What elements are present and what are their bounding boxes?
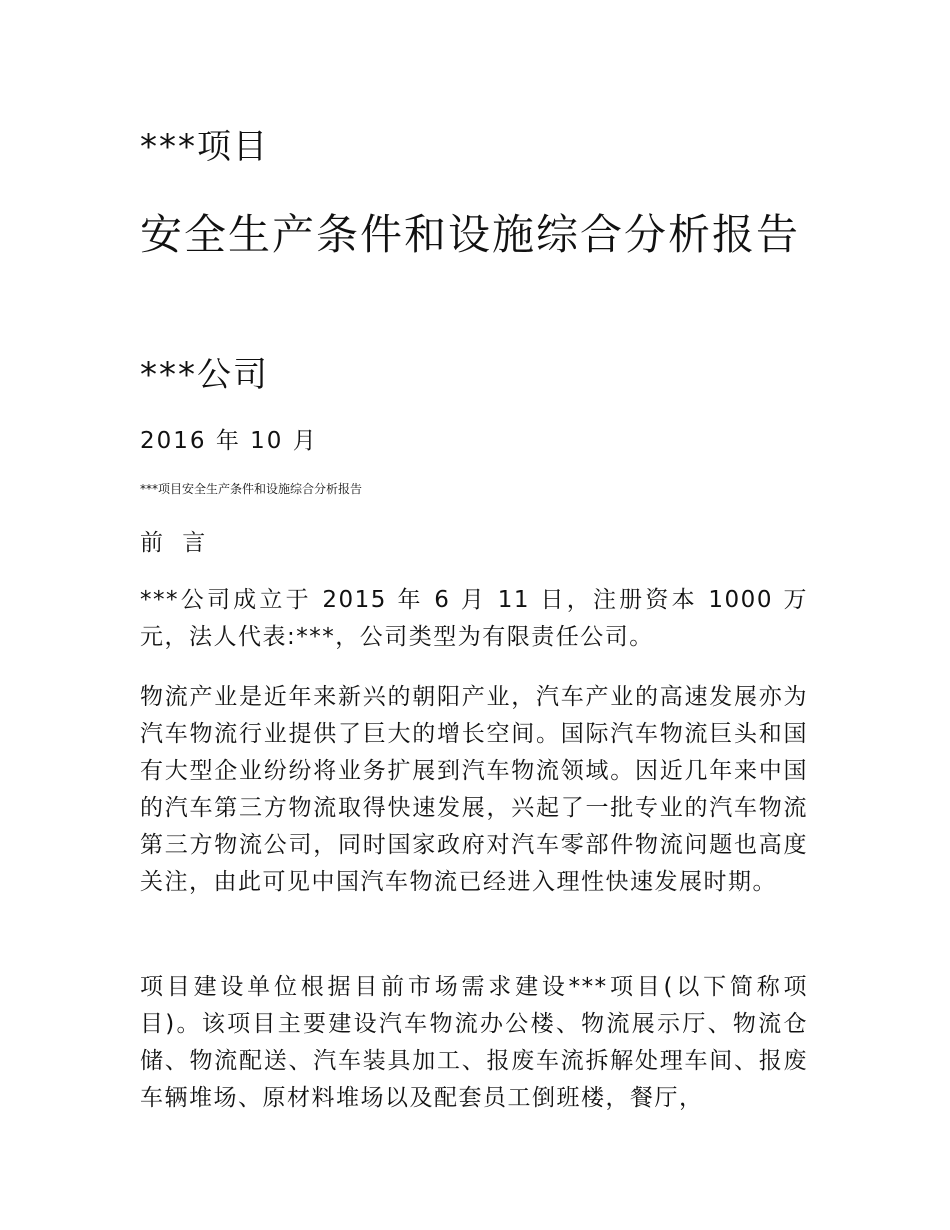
paragraph-company-intro: ***公司成立于 2015 年 6 月 11 日，注册资本 1000 万元，法人代表:***，公司类型为有限责任公司。 [140,587,808,650]
report-date: 2016 年 10 月 [140,428,318,454]
report-title: 安全生产条件和设施综合分析报告 [140,210,801,259]
preface-heading: 前 言 [140,530,212,556]
company-name: ***公司 [140,355,269,395]
paragraph-industry-background: 物流产业是近年来新兴的朝阳产业，汽车产业的高速发展亦为汽车物流行业提供了巨大的增长空间。国际汽车物流巨头和国有大型企业纷纷将业务扩展到汽车物流领域。因近几年来中国的汽车第三方物流取得快速发展，兴起了一批专业的汽车物流第三方物流公司，同时国家政府对汽车零部件物流问题也高度关注，由此可见中国汽车物流已经进入理性快速发展时期。 [140,684,808,895]
paragraph-project-scope: 项目建设单位根据目前市场需求建设***项目(以下简称项目)。该项目主要建设汽车物流办公楼、物流展示厅、物流仓储、物流配送、汽车装具加工、报废车流拆解处理车间、报废车辆堆场、原材料堆场以及配套员工倒班楼，餐厅， [140,974,808,1111]
running-header: ***项目安全生产条件和设施综合分析报告 [140,482,363,496]
project-title: ***项目 [140,127,269,167]
